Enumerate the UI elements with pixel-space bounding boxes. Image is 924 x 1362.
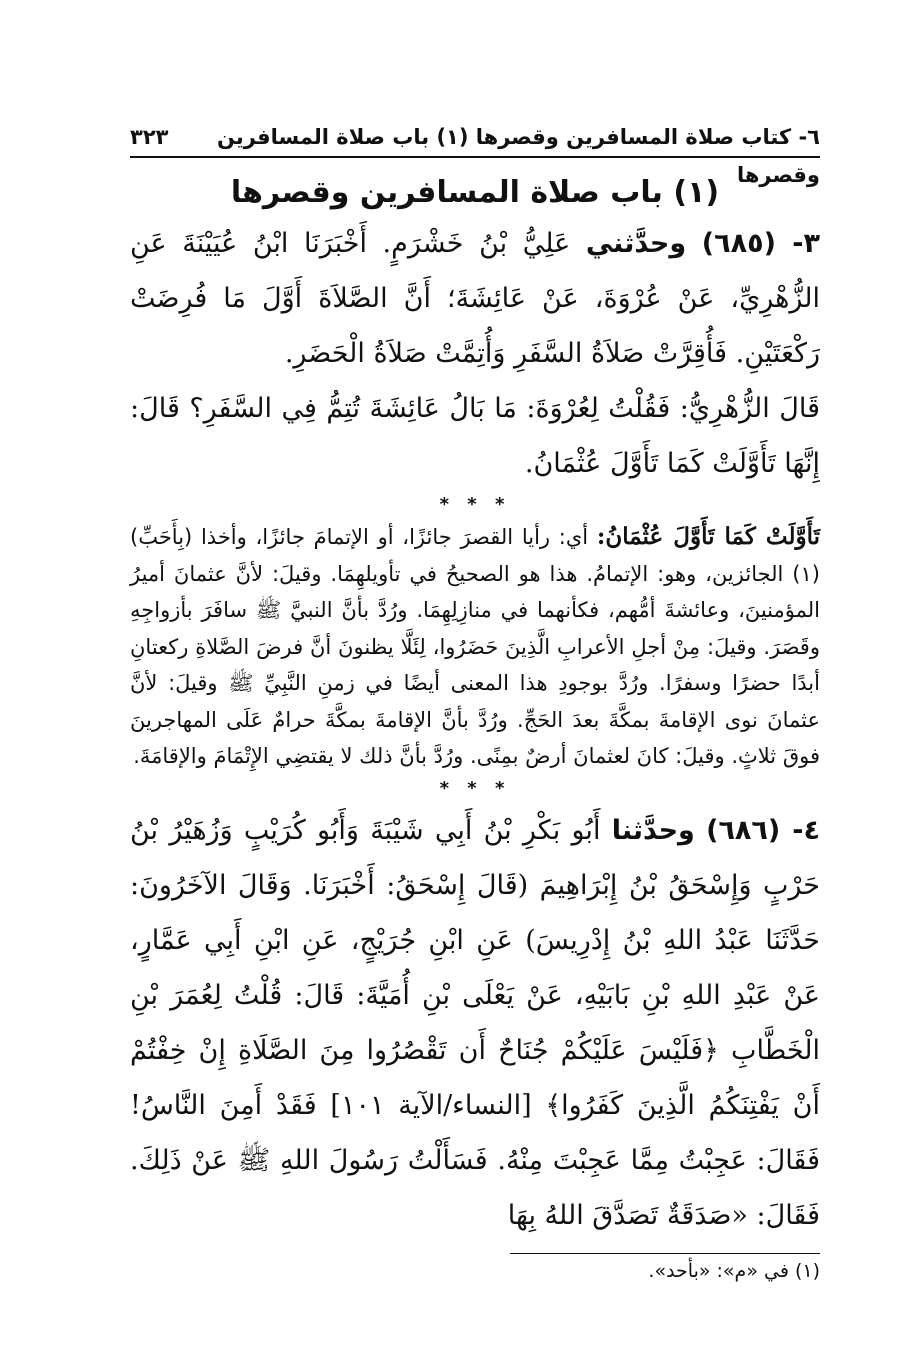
commentary — [130, 519, 820, 775]
hadith-lead: وحدَّثنا — [611, 814, 695, 846]
commentary-lead: تَأَوَّلَتْ كَمَا تَأَوَّلَ عُثْمَانُ: — [596, 523, 820, 550]
running-title: ٦- كتاب صلاة المسافرين وقصرها (١) باب صلاة المسافرين وقصرها — [216, 125, 820, 187]
hadith-text-continuation: قَالَ الزُّهْرِيُّ: فَقُلْتُ لِعُرْوَةَ: مَا بَالُ عَائِشَةَ تُتِمُّ فِي السَّفَرِ؟ قَالَ: إِنَّهَا تَأَوَّلَتْ كَمَا تَأَوَّلَ عُثْمَانُ. — [130, 393, 820, 479]
document-page — [130, 118, 820, 1288]
hadith-685-continuation — [130, 381, 820, 491]
hadith-number: ٤- (٦٨٦) — [706, 814, 820, 846]
hadith-text: أَبُو بَكْرِ بْنُ أَبِي شَيْبَةَ وَأَبُو كُرَيْبٍ وَزُهَيْرُ بْنُ حَرْبٍ وَإِسْحَقُ بْنُ إِبْرَاهِيمَ (قَالَ إِسْحَقُ: أَخْبَرَنَا. وَقَالَ الآخَرُونَ: حَدَّثَنَا عَبْدُ اللهِ بْنُ إِدْرِيسَ) عَنِ ابْنِ جُرَيْجٍ، عَنِ ابْنِ أَبِي عَمَّارٍ، عَنْ عَبْدِ اللهِ بْنِ بَابَيْهِ، عَنْ يَعْلَى بْنِ أُمَيَّةَ: قَالَ: قُلْتُ لِعُمَرَ بْنِ الْخَطَّابِ ﴿فَلَيْسَ عَلَيْكُمْ جُنَاحٌ أَن تَقْصُرُوا مِنَ الصَّلَاةِ إِنْ خِفْتُمْ أَنْ يَفْتِنَكُمُ الَّذِينَ كَفَرُوا﴾ [النساء/الآية ١٠١] فَقَدْ أَمِنَ النَّاسُ! فَقَالَ: عَجِبْتُ مِمَّا عَجِبْتَ مِنْهُ. فَسَأَلْتُ رَسُولَ اللهِ ﷺ عَنْ ذَلِكَ. فَقَالَ: «صَدَقَةٌ تَصَدَّقَ اللهُ بِهَا — [130, 814, 820, 1231]
hadith-text: عَلِيُّ بْنُ خَشْرَمٍ. أَخْبَرَنَا ابْنُ عُيَيْنَةَ عَنِ الزُّهْرِيِّ، عَنْ عُرْوَةَ، عَنْ عَائِشَةَ؛ أَنَّ الصَّلاَةَ أَوَّلَ مَا فُرِضَتْ رَكْعَتَيْنِ. فَأُقِرَّتْ صَلاَةُ السَّفَرِ وَأُتِمَّتْ صَلاَةُ الْحَضَرِ. — [130, 228, 820, 369]
hadith-number: ٣- (٦٨٥) — [701, 228, 820, 259]
commentary-text: أي: رأيا القصرَ جائزًا، أو الإتمامَ جائزًا، وأخذا (بِأَحَبِّ)(١) الجائزين، وهو: الإتمامُ. هذا هو الصحيحُ في تأويلهِمَا. وقيلَ: لأنَّ عثمانَ أميرُ المؤمنينَ، وعائشةَ أمُّهم، فكأنهما في منازِلِهِمَا. ورُدَّ بأنَّ النبيَّ ﷺ سافَرَ بأزواجِهِ وقَصَرَ. وقيلَ: مِنْ أجلِ الأعرابِ الَّذِينَ حَضَرُوا، لِئَلَّا يظنونَ أنَّ فرضَ الصَّلاةِ ركعتانِ أبدًا حضرًا وسفرًا. ورُدَّ بوجودِ هذا المعنى أيضًا في زمنِ النَّبِيِّ ﷺ وقيلَ: لأنَّ عثمانَ نوى الإقامةَ بمكَّةَ بعدَ الحَجِّ. ورُدَّ بأنَّ الإقامةَ بمكَّةَ حرامٌ عَلَى المهاجرينَ فوقَ ثلاثٍ. وقيلَ: كانَ لعثمانَ أرضٌ بمِنًى. ورُدَّ بأنَّ ذلك لا يقتضِي الإِتْمَامَ والإقامَةَ. — [130, 525, 820, 768]
page-number: ٣٢٣ — [130, 125, 169, 149]
hadith-686 — [130, 803, 820, 1243]
chapter-title: (١) باب صلاة المسافرين وقصرها — [230, 175, 720, 210]
footnote: (١) في «م»: «بأحد». — [648, 1259, 820, 1282]
hadith-685 — [130, 216, 820, 381]
section-separator: * * * — [439, 777, 511, 799]
running-header — [130, 118, 820, 187]
hadith-lead: وحدَّثني — [585, 228, 687, 259]
section-separator: * * * — [439, 494, 511, 515]
